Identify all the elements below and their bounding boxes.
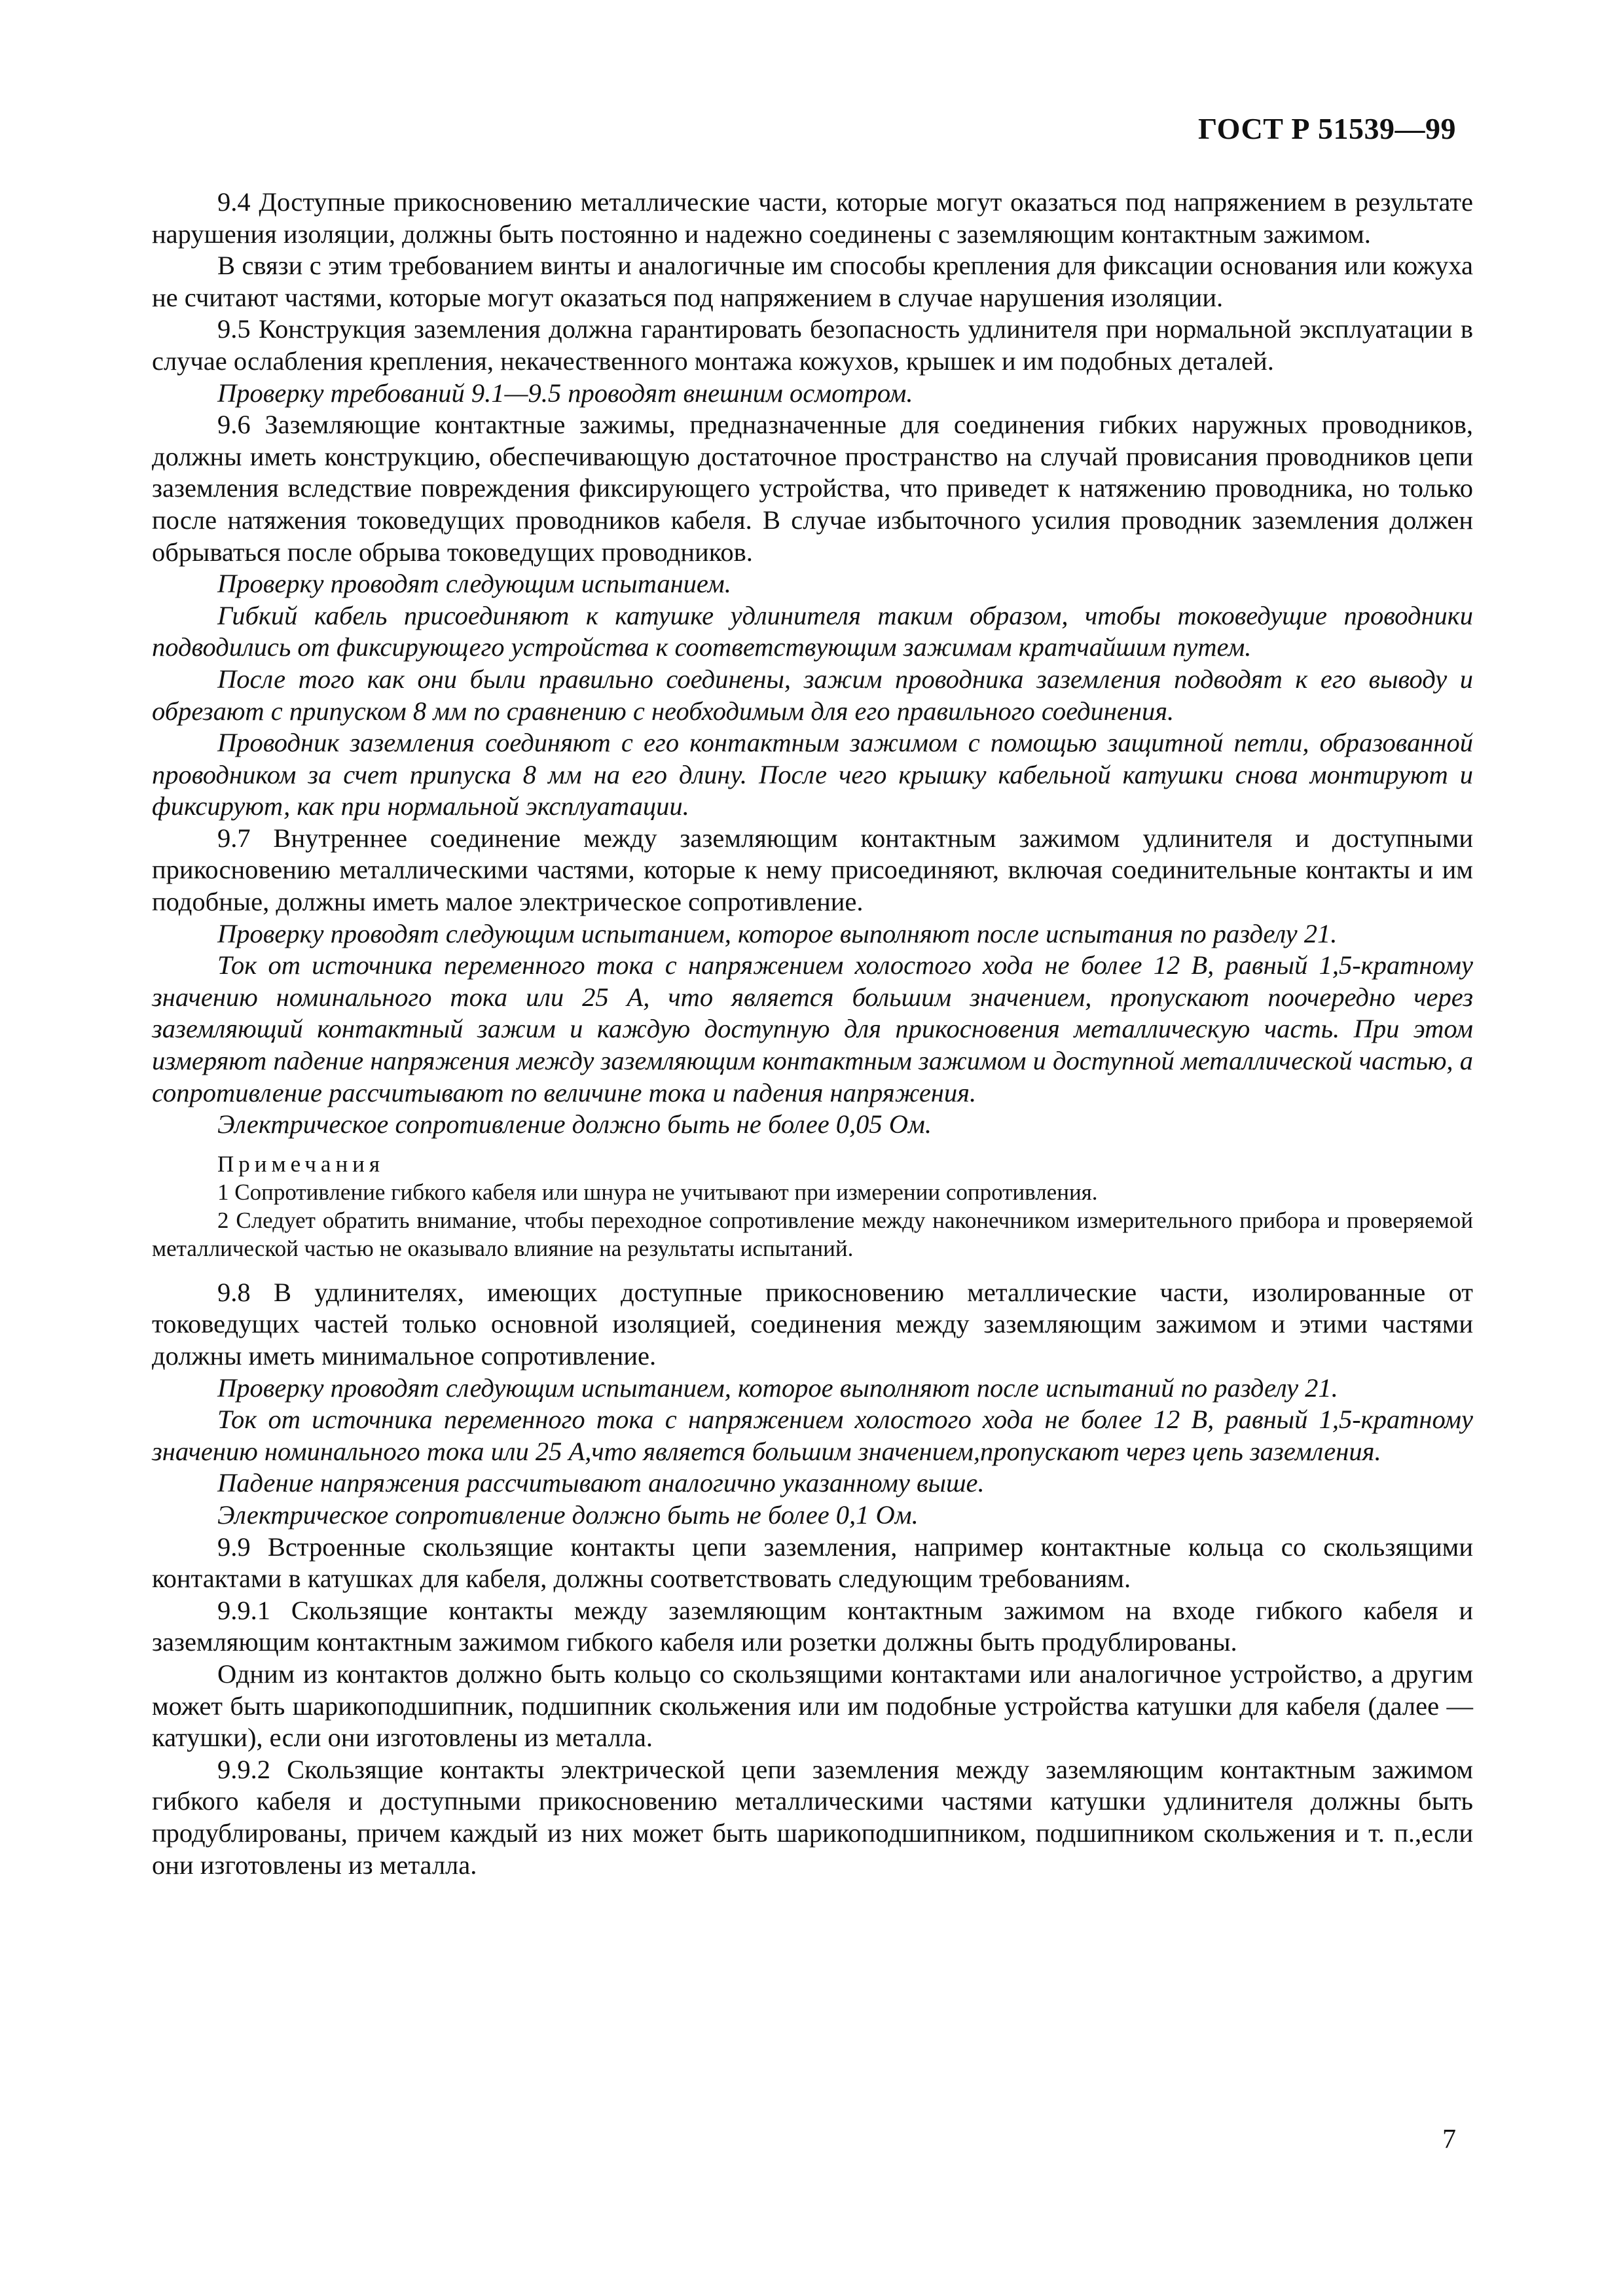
italic-paragraph: После того как они были правильно соединены, зажим проводника заземления подводят к его выводу и обрезают с припуском 8 мм по сравнению с необходимым для его правильного соединения. (152, 664, 1473, 726)
italic-paragraph: Проверку проводят следующим испытанием, которое выполняют после испытаний по разделу 21. (217, 1372, 1338, 1403)
main-paragraphs (152, 187, 1473, 1141)
notes-items (152, 1178, 1473, 1263)
paragraph: 9.8 В удлинителях, имеющих доступные прикосновению металлические части, изолированные от токоведущих частей только основной изоляцией, соединения между заземляющим зажимом и этими частями должны иметь минимальное сопротивление. (152, 1277, 1473, 1371)
italic-paragraph: Ток от источника переменного тока с напряжением холостого хода не более 12 В, равный 1,5-кратному значению номинального тока или 25 А,что является большим значением,пропускают через цепь заземления. (152, 1405, 1473, 1466)
italic-paragraph: Ток от источника переменного тока с напряжением холостого хода не более 12 В, равный 1,5-кратному значению номинального тока или 25 А, что является большим значением, пропускают поочередно через заземляющий контактный зажим и каждую доступную для прикосновения металлическую часть. При этом измеряют падение напряжения между заземляющим контактным зажимом и доступной металлической частью, а сопротивление рассчитывают по величине тока и падения напряжения. (152, 950, 1473, 1107)
note-item: 1 Сопротивление гибкого кабеля или шнура не учитывают при измерении сопротивления. (217, 1179, 1098, 1205)
italic-paragraph: Проверку проводят следующим испытанием, которое выполняют после испытания по разделу 21. (217, 918, 1338, 948)
after-paragraphs (152, 1277, 1473, 1881)
body-text (152, 187, 1473, 1881)
paragraph: 9.4 Доступные прикосновению металлические части, которые могут оказаться под напряжением в результате нарушения изоляции, должны быть постоянно и надежно соединены с заземляющим контактным зажимом. (152, 187, 1473, 249)
paragraph: В связи с этим требованием винты и аналогичные им способы крепления для фиксации основания или кожуха не считают частями, которые могут оказаться под напряжением в случае нарушения изоляции. (152, 251, 1473, 312)
italic-paragraph: Электрическое сопротивление должно быть не более 0,1 Ом. (217, 1499, 919, 1530)
standard-header: ГОСТ Р 51539—99 (1198, 112, 1456, 145)
italic-paragraph: Электрическое сопротивление должно быть не более 0,05 Ом. (217, 1109, 932, 1139)
notes-block (152, 1150, 1473, 1263)
italic-paragraph: Падение напряжения рассчитывают аналогично указанному выше. (217, 1468, 985, 1498)
page-number: 7 (1442, 2125, 1456, 2155)
paragraph: 9.7 Внутреннее соединение между заземляющим контактным зажимом удлинителя и доступными прикосновению металлическими частями, которые к нему присоединяют, включая соединительные контакты и им подобные, должны иметь малое электрическое сопротивление. (152, 823, 1473, 917)
paragraph: 9.6 Заземляющие контактные зажимы, предназначенные для соединения гибких наружных проводников, должны иметь конструкцию, обеспечивающую достаточное пространство на случай провисания проводников цепи заземления вследствие повреждения фиксирующего устройства, что приведет к натяжению проводника, но только после натяжения токоведущих проводников кабеля. В случае избыточного усилия проводник заземления должен обрываться после обрыва токоведущих проводников. (152, 410, 1473, 567)
paragraph: Одним из контактов должно быть кольцо со скользящими контактами или аналогичное устройство, а другим может быть шарикоподшипник, подшипник скольжения или им подобные устройства катушки для кабеля (далее — катушки), если они изготовлены из металла. (152, 1659, 1473, 1753)
italic-paragraph: Проводник заземления соединяют с его контактным зажимом с помощью защитной петли, образованной проводником за счет припуска 8 мм на его длину. После чего крышку кабельной катушки снова монтируют и фиксируют, как при нормальной эксплуатации. (152, 728, 1473, 821)
paragraph: 9.5 Конструкция заземления должна гарантировать безопасность удлинителя при нормальной эксплуатации в случае ослабления крепления, некачественного монтажа кожухов, крышек и им подобных деталей. (152, 314, 1473, 376)
italic-paragraph: Проверку проводят следующим испытанием. (217, 569, 731, 599)
italic-paragraph: Проверку требований 9.1—9.5 проводят внешним осмотром. (217, 378, 913, 408)
paragraph: 9.9.2 Скользящие контакты электрической цепи заземления между заземляющим контактным зажимом гибкого кабеля и доступными прикосновению металлическими частями катушки удлинителя должны быть продублированы, причем каждый из них может быть шарикоподшипником, подшипником скольжения и т. п.,если они изготовлены из металла. (152, 1754, 1473, 1880)
note-item: 2 Следует обратить внимание, чтобы переходное сопротивление между наконечником измерительного прибора и проверяемой металлической частью не оказывало влияние на результаты испытаний. (152, 1207, 1473, 1261)
paragraph: 9.9 Встроенные скользящие контакты цепи заземления, например контактные кольца со скользящими контактами в катушках для кабеля, должны соответствовать следующим требованиям. (152, 1532, 1473, 1594)
notes-title: Примечания (217, 1151, 385, 1177)
paragraph: 9.9.1 Скользящие контакты между заземляющим контактным зажимом на входе гибкого кабеля и заземляющим контактным зажимом гибкого кабеля или розетки должны быть продублированы. (152, 1595, 1473, 1657)
italic-paragraph: Гибкий кабель присоединяют к катушке удлинителя таким образом, чтобы токоведущие проводники подводились от фиксирующего устройства к соответствующим зажимам кратчайшим путем. (152, 600, 1473, 662)
